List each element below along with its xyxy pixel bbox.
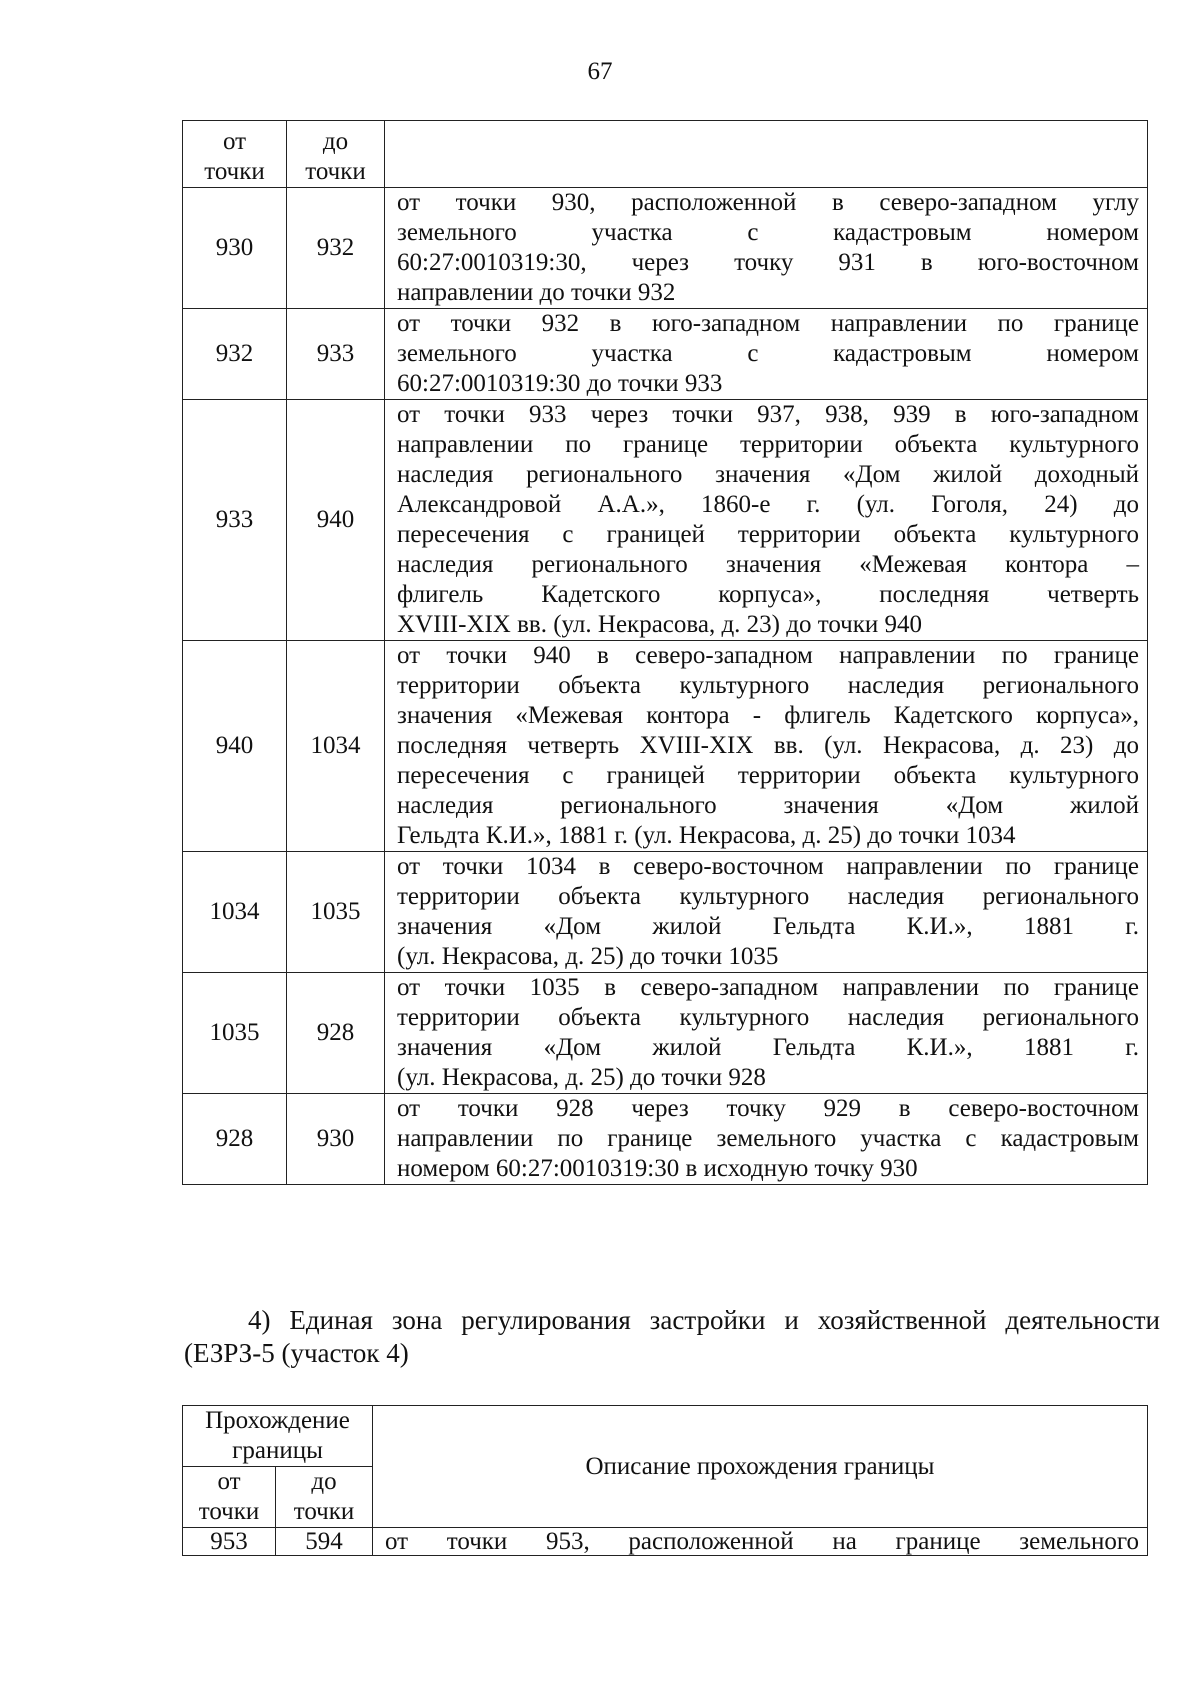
description-line: Гельдта К.И.», 1881 г. (ул. Некрасова, д. 25) до точки 1034 (397, 822, 1016, 849)
description-line: пересечения с границей территории объекта культурного (397, 762, 1139, 789)
cell-from: 932 (183, 309, 287, 400)
table-row (183, 641, 1148, 852)
description-line: направлении по границе земельного участка с кадастровым (397, 1125, 1139, 1152)
cell-from: 1035 (183, 973, 287, 1094)
description-line: земельного участка с кадастровым номером (397, 340, 1139, 367)
description-line: территории объекта культурного наследия регионального (397, 672, 1139, 699)
boundary-table-2 (182, 1405, 1148, 1556)
header-from: от точки (183, 1467, 276, 1528)
cell-to: 1035 (287, 852, 385, 973)
cell-from: 928 (183, 1094, 287, 1185)
header-to: до точки (276, 1467, 373, 1528)
section-paragraph: 4) Единая зона регулирования застройки и хозяйственной деятельности (ЕЗРЗ-5 (участок 4) (184, 1305, 1160, 1368)
description-line: 60:27:0010319:30, через точку 931 в юго-восточном (397, 249, 1139, 276)
description-line: от точки 928 через точку 929 в северо-восточном (397, 1095, 1139, 1122)
description-line: значения «Межевая контора - флигель Кадетского корпуса», (397, 702, 1139, 729)
table-row (183, 973, 1148, 1094)
cell-description (385, 1094, 1148, 1185)
header-from: от точки (183, 121, 287, 188)
description-line: земельного участка с кадастровым номером (397, 219, 1139, 246)
table-row (183, 400, 1148, 641)
cell-from: 940 (183, 641, 287, 852)
cell-description (385, 641, 1148, 852)
description-line: от точки 940 в северо-западном направлении по границе (397, 642, 1139, 669)
description-line: значения «Дом жилой Гельдта К.И.», 1881 г. (397, 913, 1139, 940)
table-row (183, 309, 1148, 400)
table2-header-row (183, 1406, 1148, 1467)
description-line: от точки 930, расположенной в северо-западном углу (397, 189, 1139, 216)
boundary-table-1 (182, 120, 1148, 1185)
cell-to: 1034 (287, 641, 385, 852)
description-line: 60:27:0010319:30 до точки 933 (397, 370, 723, 397)
description-line: от точки 932 в юго-западном направлении по границе (397, 310, 1139, 337)
cell-description (385, 400, 1148, 641)
cell-from: 953 (183, 1528, 276, 1556)
cell-from: 933 (183, 400, 287, 641)
cell-description (385, 188, 1148, 309)
description-line: территории объекта культурного наследия регионального (397, 1004, 1139, 1031)
description-line: от точки 933 через точки 937, 938, 939 в юго-западном (397, 401, 1139, 428)
cell-description: от точки 953, расположенной на границе земельного (373, 1528, 1148, 1556)
description-line: пересечения с границей территории объекта культурного (397, 521, 1139, 548)
header-description: Описание прохождения границы (373, 1406, 1148, 1528)
header-description (385, 121, 1148, 188)
cell-description (385, 973, 1148, 1094)
cell-to: 928 (287, 973, 385, 1094)
page-number: 67 (587, 58, 613, 85)
description-line: (ул. Некрасова, д. 25) до точки 1035 (397, 943, 779, 970)
table-row (183, 852, 1148, 973)
description-line: флигель Кадетского корпуса», последняя четверть (397, 581, 1139, 608)
cell-to: 594 (276, 1528, 373, 1556)
table-header-row (183, 121, 1148, 188)
header-to: до точки (287, 121, 385, 188)
description-line: наследия регионального значения «Межевая контора – (397, 551, 1139, 578)
description-line: наследия регионального значения «Дом жилой доходный (397, 461, 1139, 488)
description-line: Александровой А.А.», 1860-е г. (ул. Гоголя, 24) до (397, 491, 1139, 518)
description-line: номером 60:27:0010319:30 в исходную точку 930 (397, 1155, 918, 1182)
table-row (183, 1528, 1148, 1556)
description-line: значения «Дом жилой Гельдта К.И.», 1881 г. (397, 1034, 1139, 1061)
description-line: XVIII-XIX вв. (ул. Некрасова, д. 23) до точки 940 (397, 611, 923, 638)
header-group: Прохождение границы (183, 1406, 373, 1467)
cell-to: 932 (287, 188, 385, 309)
cell-to: 940 (287, 400, 385, 641)
description-line: наследия регионального значения «Дом жилой (397, 792, 1139, 819)
cell-from: 930 (183, 188, 287, 309)
description-line: (ул. Некрасова, д. 25) до точки 928 (397, 1064, 766, 1091)
description-line: направлении до точки 932 (397, 279, 676, 306)
cell-from: 1034 (183, 852, 287, 973)
description-line: от точки 1034 в северо-восточном направлении по границе (397, 853, 1139, 880)
cell-description (385, 852, 1148, 973)
cell-to: 933 (287, 309, 385, 400)
description-line: последняя четверть XVIII-XIX вв. (ул. Некрасова, д. 23) до (397, 732, 1139, 759)
table-row (183, 1094, 1148, 1185)
description-line: от точки 1035 в северо-западном направлении по границе (397, 974, 1139, 1001)
cell-to: 930 (287, 1094, 385, 1185)
table-row (183, 188, 1148, 309)
cell-description (385, 309, 1148, 400)
description-line: территории объекта культурного наследия регионального (397, 883, 1139, 910)
description-line: направлении по границе территории объекта культурного (397, 431, 1139, 458)
